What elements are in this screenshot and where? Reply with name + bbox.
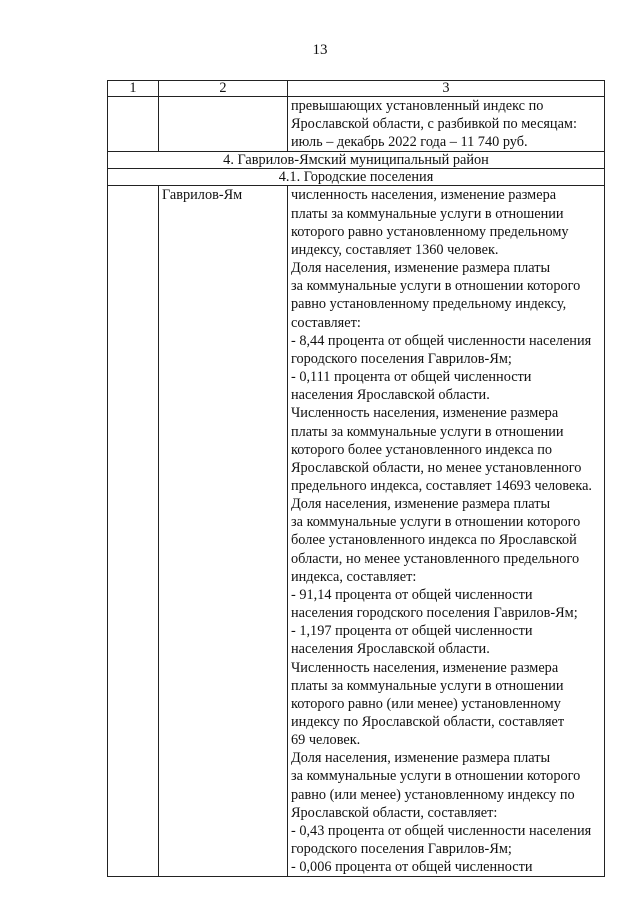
text-line: индексу, составляет 1360 человек. bbox=[291, 241, 499, 258]
district-heading: 4. Гаврилов-Ямский муниципальный район bbox=[108, 152, 605, 169]
text-line: составляет: bbox=[291, 314, 361, 331]
text-line: июль – декабрь 2022 года – 11 740 руб. bbox=[291, 134, 528, 151]
document-table bbox=[107, 80, 605, 877]
text-line: более установленного индекса по Ярославской bbox=[291, 532, 577, 549]
text-line: Ярославской области, с разбивкой по месяцам: bbox=[291, 116, 577, 133]
text-line: за коммунальные услуги в отношении которого bbox=[291, 514, 581, 531]
text-line: Численность населения, изменение размера bbox=[291, 659, 559, 676]
text-line: предельного индекса, составляет 14693 человека. bbox=[291, 477, 592, 494]
text-line: - 1,197 процента от общей численности bbox=[291, 623, 533, 640]
text-line: населения Ярославской области. bbox=[291, 641, 490, 658]
text-line: платы за коммунальные услуги в отношении bbox=[291, 677, 564, 694]
locality-name: Гаврилов-Ям bbox=[159, 186, 288, 877]
table-header-row bbox=[108, 81, 605, 97]
locality-description bbox=[288, 186, 605, 877]
text-line: которого равно установленному предельному bbox=[291, 223, 569, 240]
text-line: населения Ярославской области. bbox=[291, 387, 490, 404]
text-line: Ярославской области, составляет: bbox=[291, 804, 498, 821]
text-line: за коммунальные услуги в отношении которого bbox=[291, 278, 581, 295]
subsection-heading: 4.1. Городские поселения bbox=[108, 169, 605, 186]
text-line: Доля населения, изменение размера платы bbox=[291, 260, 551, 277]
text-line: 69 человек. bbox=[291, 732, 361, 749]
district-heading-row bbox=[108, 152, 605, 169]
text-line: - 0,111 процента от общей численности bbox=[291, 369, 532, 386]
text-line: которого равно (или менее) установленному bbox=[291, 695, 561, 712]
text-line: платы за коммунальные услуги в отношении bbox=[291, 423, 564, 440]
text-line: - 91,14 процента от общей численности bbox=[291, 586, 533, 603]
locality-number-cell bbox=[108, 186, 159, 877]
page-number: 13 bbox=[312, 42, 328, 58]
text-line: за коммунальные услуги в отношении которого bbox=[291, 768, 581, 785]
text-line: Доля населения, изменение размера платы bbox=[291, 750, 551, 767]
continuation-cell-1 bbox=[108, 97, 159, 152]
continuation-cell-2 bbox=[159, 97, 288, 152]
text-line: которого более установленного индекса по bbox=[291, 441, 553, 458]
text-line: индекса, составляет: bbox=[291, 568, 417, 585]
continuation-row bbox=[108, 97, 605, 152]
subsection-heading-row bbox=[108, 169, 605, 186]
column-header-3: 3 bbox=[288, 81, 605, 97]
column-header-2: 2 bbox=[159, 81, 288, 97]
text-line: индексу по Ярославской области, составляет bbox=[291, 714, 565, 730]
text-line: - 0,006 процента от общей численности bbox=[291, 859, 533, 876]
text-line: Доля населения, изменение размера платы bbox=[291, 496, 551, 513]
text-line: равно установленному предельному индексу, bbox=[291, 296, 567, 313]
column-header-1: 1 bbox=[108, 81, 159, 97]
text-line: платы за коммунальные услуги в отношении bbox=[291, 205, 564, 222]
text-line: - 8,44 процента от общей численности населения bbox=[291, 332, 592, 349]
text-line: Ярославской области, но менее установленного bbox=[291, 459, 582, 476]
text-line: - 0,43 процента от общей численности населения bbox=[291, 822, 592, 839]
text-line: населения городского поселения Гаврилов-Ям; bbox=[291, 605, 578, 622]
locality-row bbox=[108, 186, 605, 877]
text-line: превышающих установленный индекс по bbox=[291, 98, 544, 114]
text-line: равно (или менее) установленному индексу по bbox=[291, 786, 575, 803]
continuation-text bbox=[288, 97, 605, 152]
text-line: городского поселения Гаврилов-Ям; bbox=[291, 350, 512, 367]
text-line: области, но менее установленного предельного bbox=[291, 550, 580, 567]
text-line: Численность населения, изменение размера bbox=[291, 405, 559, 422]
text-line: городского поселения Гаврилов-Ям; bbox=[291, 841, 512, 858]
text-line: численность населения, изменение размера bbox=[291, 187, 557, 204]
